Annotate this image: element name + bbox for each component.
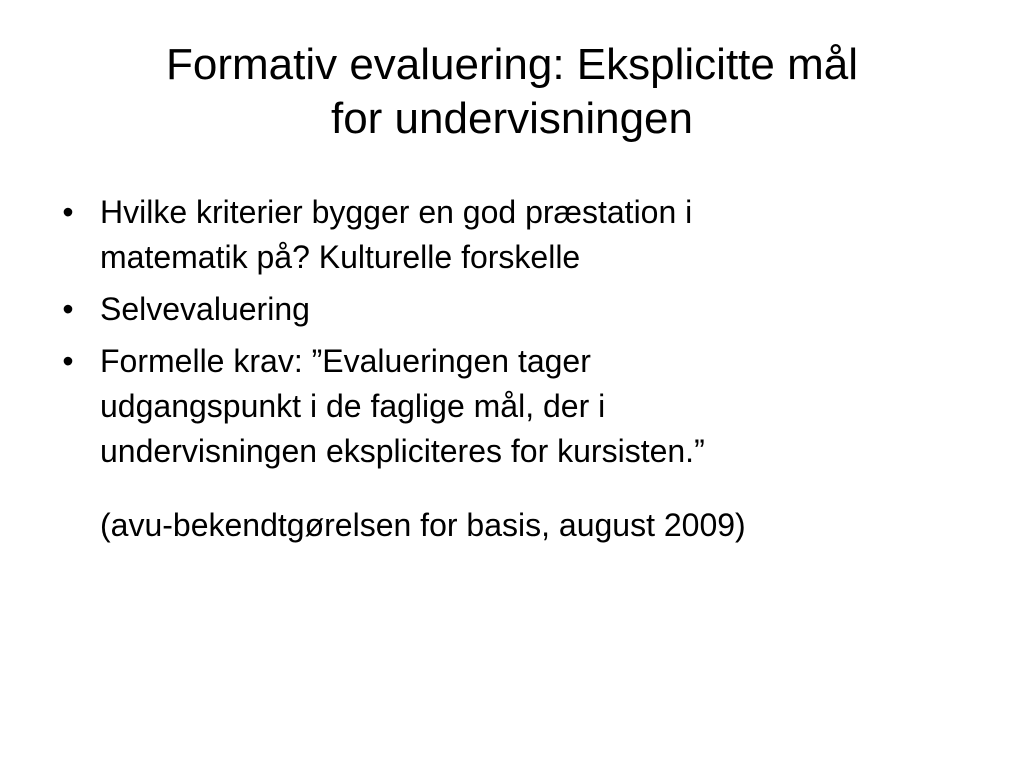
bullet-list	[58, 190, 958, 481]
bullet-text-line: Hvilke kriterier bygger en god præstation i	[100, 194, 693, 230]
bullet-item-kriterier	[58, 190, 958, 280]
bullet-text-line: Formelle krav: ”Evalueringen tager	[100, 343, 591, 379]
citation: (avu-bekendtgørelsen for basis, august 2009)	[100, 507, 746, 543]
slide-title	[40, 38, 984, 146]
bullet-item-formelle-krav	[58, 339, 958, 474]
bullet-dot-icon: •	[62, 194, 74, 230]
bullet-text-line: matematik på? Kulturelle forskelle	[100, 239, 581, 275]
bullet-dot-icon: •	[62, 343, 74, 379]
bullet-text-line: Selvevaluering	[100, 291, 310, 327]
bullet-text-line: undervisningen ekspliciteres for kursisten.”	[100, 433, 705, 469]
slide-title-line: for undervisningen	[330, 94, 693, 143]
bullet-item-selvevaluering	[58, 287, 958, 332]
bullet-dot-icon: •	[62, 291, 74, 327]
slide-title-line: Formativ evaluering: Eksplicitte mål	[165, 40, 858, 89]
bullet-text-line: udgangspunkt i de faglige mål, der i	[100, 388, 606, 424]
